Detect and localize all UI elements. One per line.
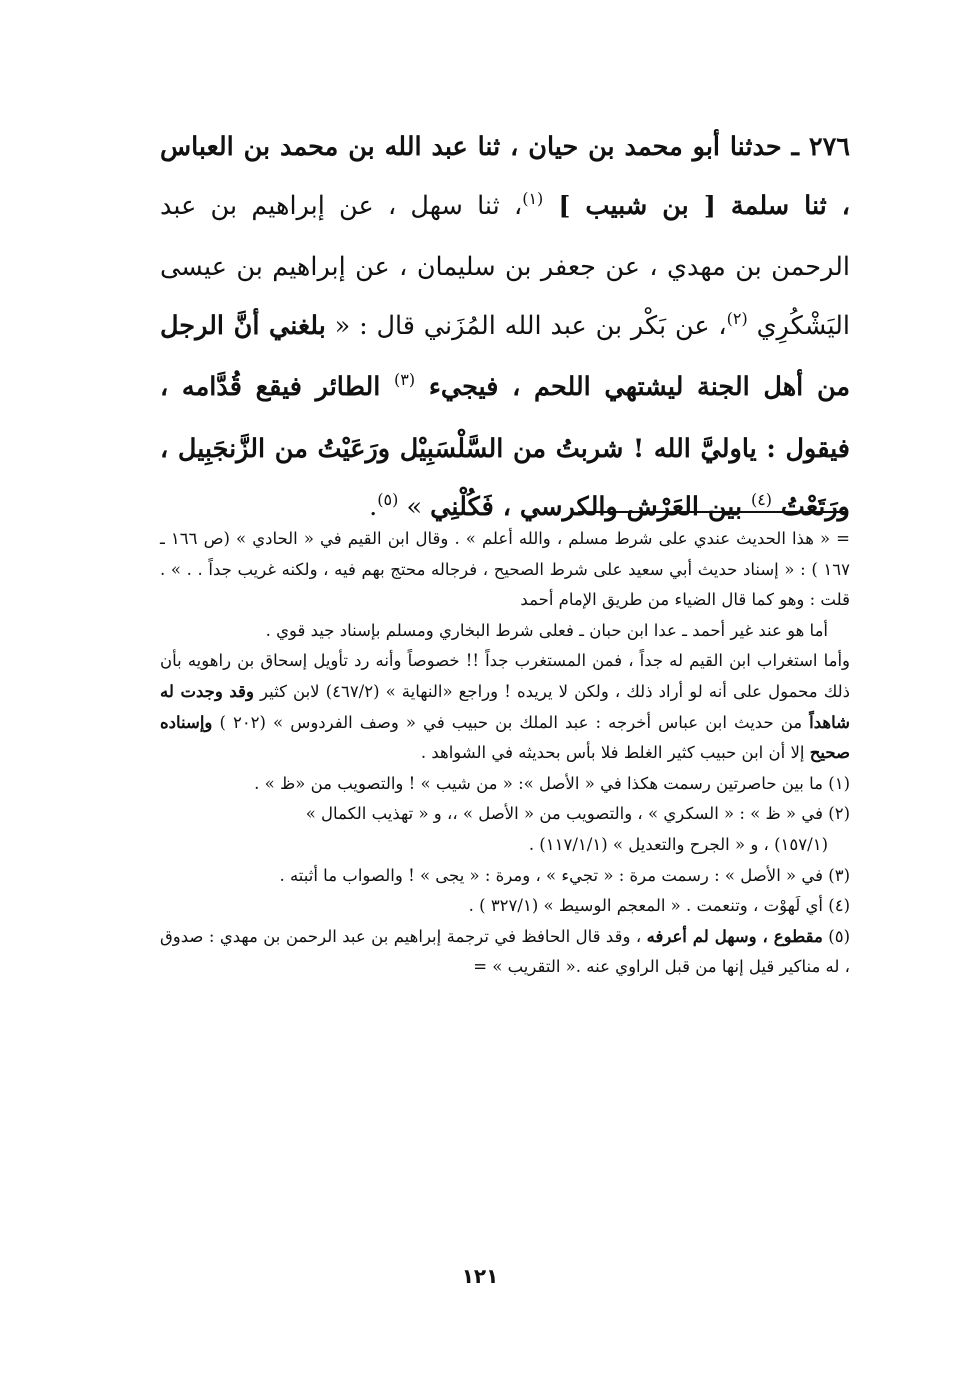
footnote-continuation-3	[160, 646, 850, 768]
footnote-2b: (١٥٧/١) ، و « الجرح والتعديل » (١١٧/١/١) .	[528, 834, 828, 854]
hadith-isnad-end: ، عن بَكْر بن عبد الله المُزَني قال : «	[325, 310, 727, 341]
footnote-text: وأما استغراب ابن القيم له جداً ، فمن المستغرب جداً !! خصوصاً وأنه رد تأويل إسحاق بن راهويه بأن ذلك محمول على أنه لو أراد ذلك ، ولكن لا يريده ! وراجع «النهاية » (٤٦٧/٢) لابن كثير	[160, 651, 850, 701]
footnotes	[160, 524, 850, 983]
hadith-matn-2: الطائر فيقع قُدَّامه ، فيقول : ياوليَّ الله ! شربتُ من السَّلْسَبِيْل ورَعَيْتُ من الزَّنجَبِيل ، ورَتَعْتُ	[160, 372, 850, 522]
hadith-matn-1: بلغني أنَّ الرجل من أهل الجنة ليشتهي اللحم ، فيجيء	[160, 310, 851, 402]
footnote-ref-1: (١)	[522, 188, 544, 208]
footnote-ref-2: (٢)	[726, 308, 748, 328]
footnote-3: (٣) في « الأصل » : رسمت مرة : « تجيء » ، ومرة : « يجى » ! والصواب ما أثبته .	[279, 865, 850, 885]
footnote-bold: مقطوع ، وسهل لم أعرفه	[646, 926, 823, 946]
hadith-period: .	[369, 492, 378, 522]
footnote-2a: (٢) في « ظ » : « السكري » ، والتصويب من « الأصل » ،، و « تهذيب الكمال »	[305, 804, 850, 824]
hadith-intro: ـ حدثنا أبو محمد بن حيان ، ثنا عبد الله بن محمد بن العباس ، ثنا سلمة [ بن شبيب ]	[160, 132, 851, 221]
footnote-1: (١) ما بين حاصرتين رسمت هكذا في « الأصل »: « من شيب » ! والتصويب من «ظ » .	[254, 773, 850, 793]
footnote-ref-3: (٣)	[394, 370, 416, 389]
hadith-matn-3: بين العَرْش والكرسي ، فَكُلْنِي	[430, 492, 751, 522]
hadith-isnad: ، ثنا سهل ، عن إبراهيم بن عبد الرحمن بن مهدي ، عن جعفر بن سليمان ، عن إبراهيم بن عيسى اليَشْكُرِي	[160, 190, 851, 341]
page-number: ١٢١	[461, 1264, 499, 1288]
footnote-continuation-1: = « هذا الحديث عندي على شرط مسلم ، والله أعلم » . وقال ابن القيم في « الحادي » (ص ١٦٦ ـ ١٦٧ ) : « إسناد حديث أبي سعيد على شرط الصحيح ، فرجاله محتج بهم فيه ، ولكنه غريب جداً . . » . قلت : وهو كما قال الضياء من طريق الإمام أحمد	[160, 529, 850, 610]
footnote-4: (٤) أي لَهوْت ، وتنعمت . « المعجم الوسيط » (٣٢٧/١ ) .	[468, 896, 850, 916]
footnote-bold: وقد وجدت له شاهداً	[160, 681, 850, 732]
hadith-number: ٢٧٦	[808, 132, 850, 162]
footnote-continuation-2: أما هو عند غير أحمد ـ عدا ابن حبان ـ فعلى شرط البخاري ومسلم بإسناد جيد قوي .	[265, 620, 828, 640]
footnote-ref-4: (٤)	[750, 490, 773, 509]
footnote-ref-5: (٥)	[377, 490, 399, 509]
hadith-text	[160, 118, 850, 540]
footnote-text: إلا أن ابن حبيب كثير الغلط فلا بأس بحديثه في الشواهد .	[420, 743, 810, 763]
footnote-text: ، وقد قال الحافظ في ترجمة إبراهيم بن عبد الرحمن بن مهدي : صدوق ، له مناكير قيل إنها من قبل الراوي عنه .« التقريب » =	[160, 926, 850, 977]
footnote-bold: وإسناده صحيح	[160, 712, 850, 763]
footnote-5	[160, 922, 850, 983]
footnote-text: (٥)	[822, 926, 851, 946]
footnote-separator	[578, 511, 846, 513]
footnote-text: من حديث ابن عباس أخرجه : عبد الملك بن حبيب في « وصف الفردوس » (٢٠٢ )	[212, 712, 810, 732]
hadith-quote-close: »	[398, 492, 431, 522]
